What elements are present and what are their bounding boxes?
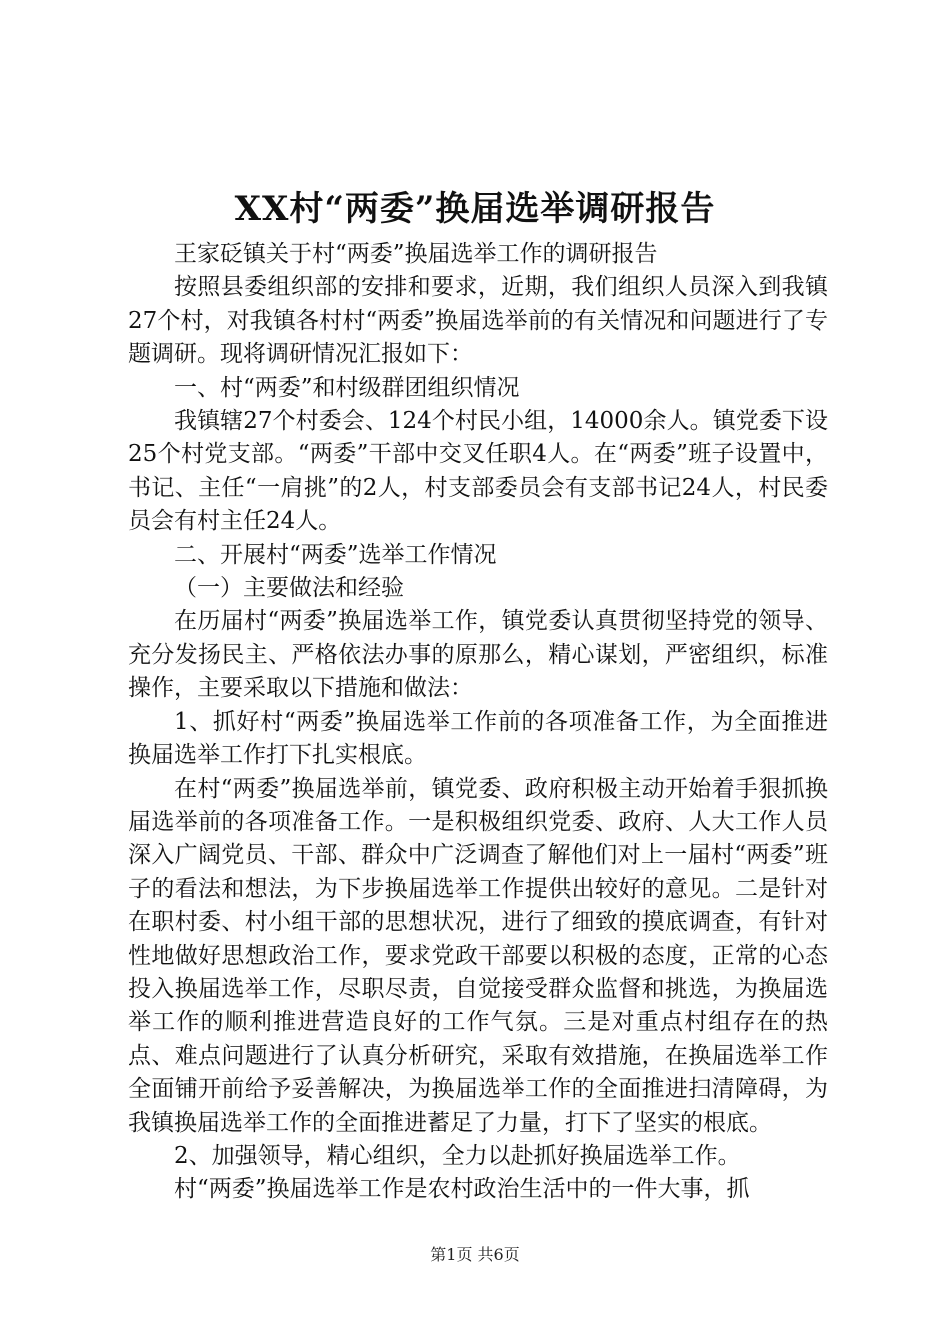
section-heading-2: 二、开展村“两委”选举工作情况 (174, 541, 497, 568)
body-paragraph: 在村“两委”换届选举前，镇党委、政府积极主动开始着手狠抓换届选举前的各项准备工作。一是积极组织党委、政府、人大工作人员深入广阔党员、干部、群众中广泛调查了解他们对上一届村“两委”班子的看法和想法，为下步换届选举工作提供出较好的意见。二是针对在职村委、村小组干部的思想状况，进行了细致的摸底调查，有针对性地做好思想政治工作，要求党政干部要以积极的态度，正常的心态投入换届选举工作，尽职尽责，自觉接受群众监督和挑选，为换届选举工作的顺利推进营造良好的工作气氛。三是对重点村组存在的热点、难点问题进行了认真分析研究，采取有效措施，在换届选举工作全面铺开前给予妥善解决，为换届选举工作的全面推进扫清障碍，为我镇换届选举工作的全面推进蓄足了力量，打下了坚实的根底。 (128, 775, 828, 1136)
subsection-heading-1: （一）主要做法和经验 (174, 575, 404, 602)
section-heading-1: 一、村“两委”和村级群团组织情况 (174, 374, 520, 401)
item-heading-1: 1、抓好村“两委”换届选举工作前的各项准备工作，为全面推进换届选举工作打下扎实根底。 (128, 708, 828, 769)
page-title: XX村“两委”换届选举调研报告 (234, 189, 716, 229)
intro-paragraph: 按照县委组织部的安排和要求，近期，我们组织人员深入到我镇27个村，对我镇各村村“两委”换届选举前的有关情况和问题进行了专题调研。现将调研情况汇报如下： (128, 274, 828, 368)
body-paragraph: 村“两委”换届选举工作是农村政治生活中的一件大事，抓 (174, 1176, 750, 1203)
body-paragraph: 我镇辖27个村委会、124个村民小组，14000余人。镇党委下设25个村党支部。“两委”干部中交叉任职4人。在“两委”班子设置中，书记、主任“一肩挑”的2人，村支部委员会有支部书记24人，村民委员会有村主任24人。 (128, 408, 828, 535)
item-heading-2: 2、加强领导，精心组织，全力以赴抓好换届选举工作。 (174, 1142, 741, 1169)
body-paragraph: 在历届村“两委”换届选举工作，镇党委认真贯彻坚持党的领导、充分发扬民主、严格依法办事的原那么，精心谋划，严密组织，标准操作，主要采取以下措施和做法： (128, 608, 828, 702)
subtitle-paragraph: 王家砭镇关于村“两委”换届选举工作的调研报告 (174, 241, 658, 267)
page-footer: 第1页 共6页 (430, 1245, 520, 1264)
document-body (128, 238, 828, 1207)
